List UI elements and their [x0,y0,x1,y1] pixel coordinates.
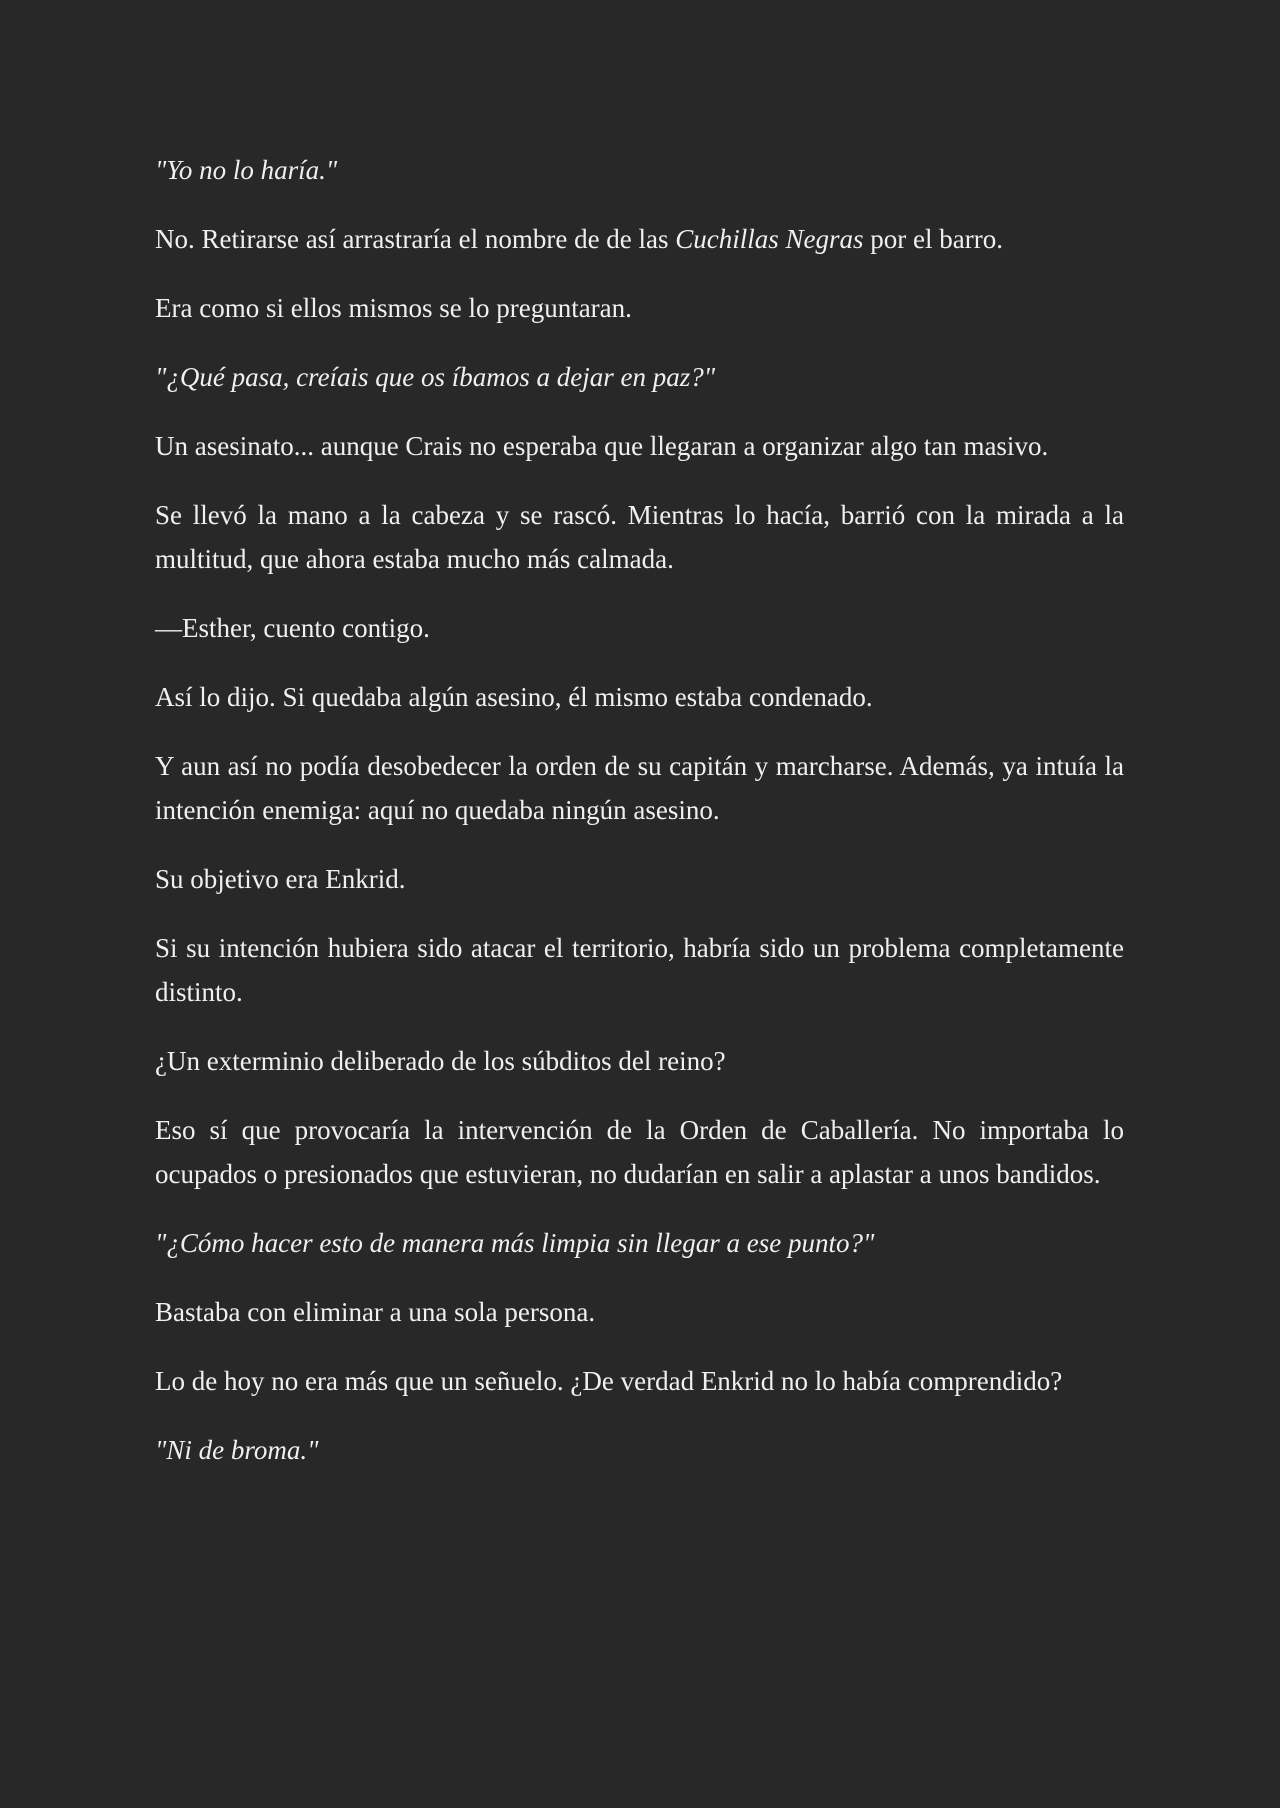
paragraph: Así lo dijo. Si quedaba algún asesino, él mismo estaba condenado. [155,682,873,712]
thought-paragraph: "Ni de broma." [155,1435,319,1465]
paragraph-text: por el barro. [863,224,1003,254]
thought-paragraph: "Yo no lo haría." [155,155,338,185]
paragraph: Era como si ellos mismos se lo preguntaran. [155,293,632,323]
paragraph: Eso sí que provocaría la intervención de la Orden de Caballería. No importaba lo ocupados o presionados que estuvieran, no dudarían en salir a aplastar a unos bandidos. [155,1115,1124,1189]
thought-paragraph: "¿Cómo hacer esto de manera más limpia sin llegar a ese punto?" [155,1228,875,1258]
paragraph: Bastaba con eliminar a una sola persona. [155,1297,596,1327]
emphasis-text: Cuchillas Negras [675,224,864,254]
paragraph: Su objetivo era Enkrid. [155,864,406,894]
paragraph-text: No. Retirarse así arrastraría el nombre de de las [155,224,676,254]
reading-page [155,148,1124,1497]
paragraph: Se llevó la mano a la cabeza y se rascó. Mientras lo hacía, barrió con la mirada a la multitud, que ahora estaba mucho más calmada. [155,500,1124,574]
dialogue-paragraph: —Esther, cuento contigo. [155,613,430,643]
paragraph: Si su intención hubiera sido atacar el territorio, habría sido un problema completamente distinto. [155,933,1124,1007]
paragraph: ¿Un exterminio deliberado de los súbditos del reino? [155,1046,726,1076]
paragraph: Lo de hoy no era más que un señuelo. ¿De verdad Enkrid no lo había comprendido? [155,1366,1063,1396]
paragraph: Un asesinato... aunque Crais no esperaba que llegaran a organizar algo tan masivo. [155,431,1049,461]
paragraph: Y aun así no podía desobedecer la orden de su capitán y marcharse. Además, ya intuía la intención enemiga: aquí no quedaba ningún asesino. [155,751,1124,825]
thought-paragraph: "¿Qué pasa, creíais que os íbamos a dejar en paz?" [155,362,716,392]
paragraph [155,217,1124,261]
